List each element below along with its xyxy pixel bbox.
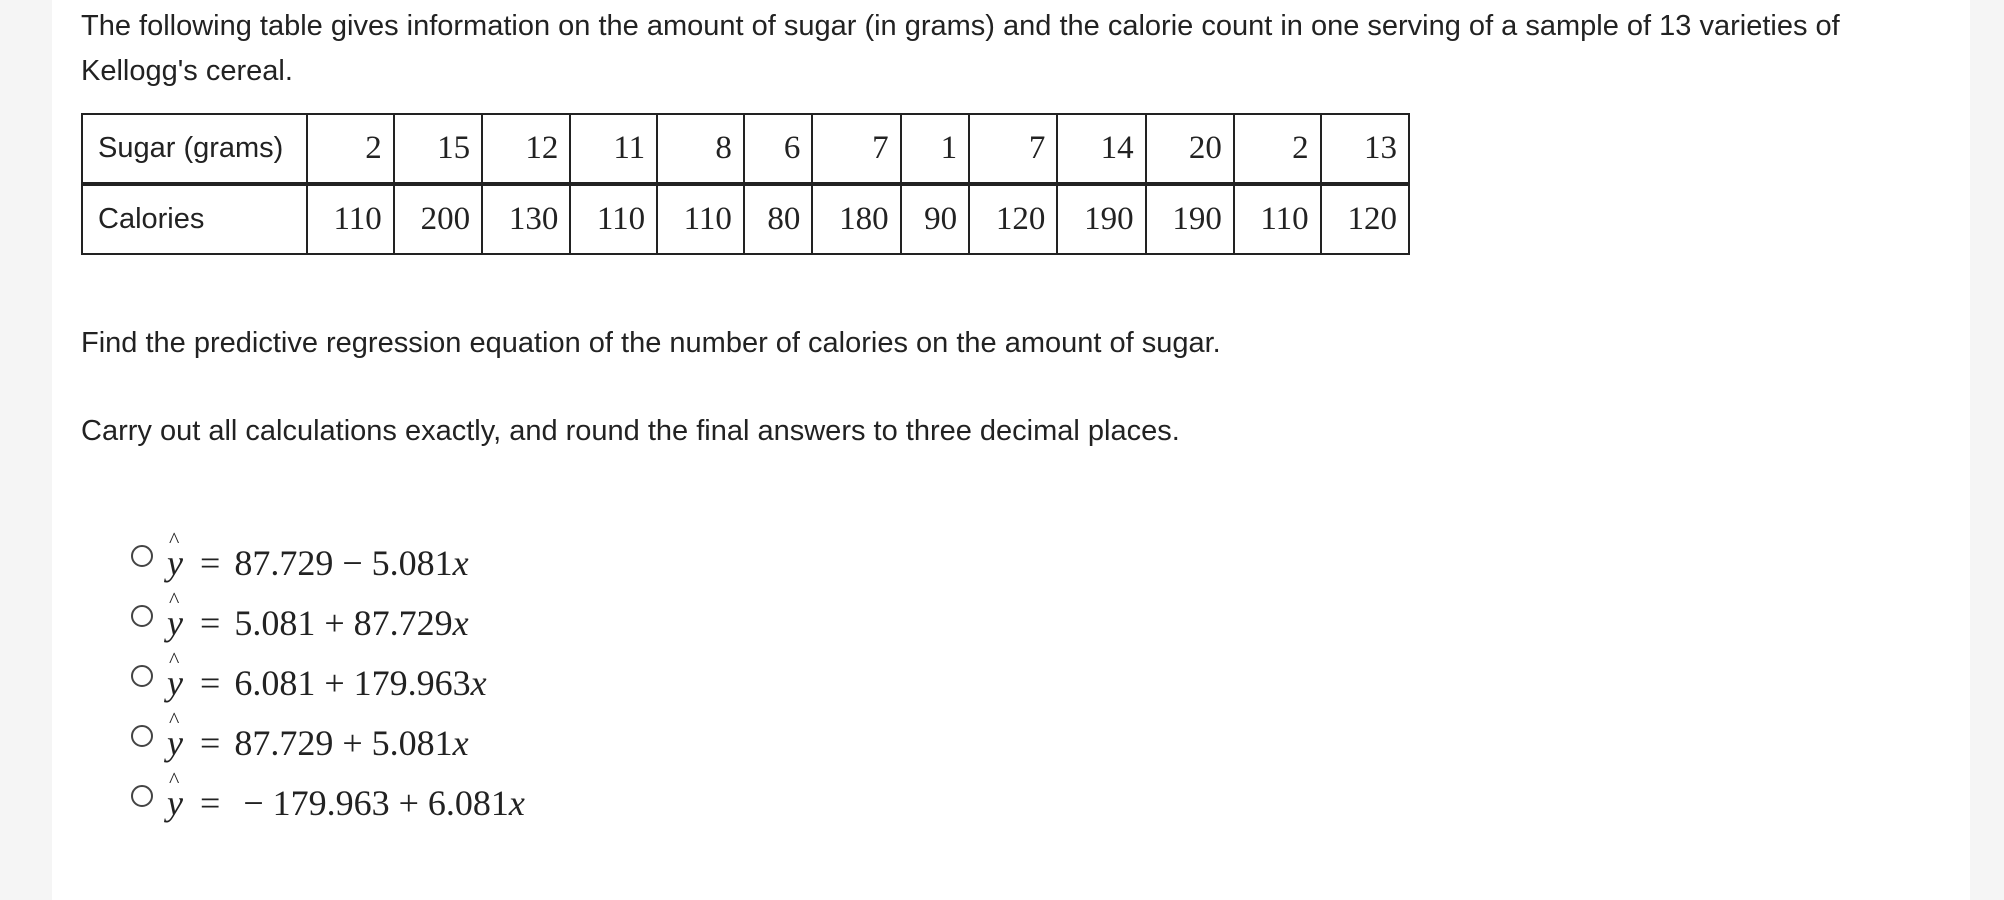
table-cell: 6 (744, 114, 812, 184)
table-cell: 8 (657, 114, 744, 184)
answer-option[interactable] (131, 713, 525, 773)
table-cell: 130 (482, 184, 570, 254)
instruction-text: Carry out all calculations exactly, and round the final answers to three decimal places. (81, 415, 1180, 447)
table-cell: 15 (394, 114, 482, 184)
table-cell: 190 (1057, 184, 1145, 254)
answer-option[interactable] (131, 773, 525, 833)
table-cell: 110 (657, 184, 744, 254)
table-row-sugar (82, 114, 1409, 184)
table-cell: 11 (570, 114, 657, 184)
y-hat-symbol: ^ y (166, 542, 184, 584)
option-expression: 87.729 + 5.081 (234, 723, 453, 763)
answer-option[interactable] (131, 593, 525, 653)
table-cell: 120 (969, 184, 1057, 254)
table-cell: 180 (812, 184, 900, 254)
table-cell: 120 (1321, 184, 1409, 254)
table-cell: 14 (1057, 114, 1145, 184)
table-row-calories (82, 184, 1409, 254)
radio-button[interactable] (131, 545, 153, 567)
table-cell: 190 (1146, 184, 1234, 254)
radio-button[interactable] (131, 665, 153, 687)
answer-option[interactable] (131, 653, 525, 713)
table-cell: 20 (1146, 114, 1234, 184)
y-hat-symbol: ^ y (166, 662, 184, 704)
table-cell: 200 (394, 184, 482, 254)
table-cell: 12 (482, 114, 570, 184)
answer-option[interactable] (131, 533, 525, 593)
option-expression: 87.729 − 5.081 (234, 543, 453, 583)
y-hat-symbol: ^ y (166, 602, 184, 644)
table-cell: 2 (1234, 114, 1321, 184)
option-variable: x (452, 723, 469, 763)
row-label-sugar: Sugar (grams) (82, 114, 307, 184)
data-table (81, 113, 1410, 255)
table-cell: 110 (570, 184, 657, 254)
option-expression: 6.081 + 179.963 (234, 663, 471, 703)
table-cell: 110 (1234, 184, 1321, 254)
equals-sign: = (200, 603, 221, 643)
option-variable: x (452, 603, 469, 643)
row-label-calories: Calories (82, 184, 307, 254)
table-cell: 2 (307, 114, 394, 184)
table-cell: 1 (901, 114, 969, 184)
equals-sign: = (200, 543, 221, 583)
y-hat-symbol: ^ y (166, 782, 184, 824)
radio-button[interactable] (131, 785, 153, 807)
equals-sign: = (200, 663, 221, 703)
option-variable: x (452, 543, 469, 583)
instruction-text: Find the predictive regression equation of the number of calories on the amount of sugar. (81, 327, 1221, 359)
radio-button[interactable] (131, 725, 153, 747)
option-variable: x (508, 783, 525, 823)
table-cell: 7 (812, 114, 900, 184)
answer-options (131, 533, 525, 833)
option-expression: 5.081 + 87.729 (234, 603, 453, 643)
table-cell: 13 (1321, 114, 1409, 184)
option-variable: x (470, 663, 487, 703)
intro-text: The following table gives information on the amount of sugar (in grams) and the calorie count in one serving of a sample of 13 varieties of Kellogg's cereal. (81, 10, 1840, 87)
radio-button[interactable] (131, 605, 153, 627)
option-expression: − 179.963 + 6.081 (234, 783, 509, 823)
table-cell: 110 (307, 184, 394, 254)
table-cell: 80 (744, 184, 812, 254)
table-cell: 7 (969, 114, 1057, 184)
y-hat-symbol: ^ y (166, 722, 184, 764)
equals-sign: = (200, 723, 221, 763)
equals-sign: = (200, 783, 221, 823)
table-cell: 90 (901, 184, 969, 254)
